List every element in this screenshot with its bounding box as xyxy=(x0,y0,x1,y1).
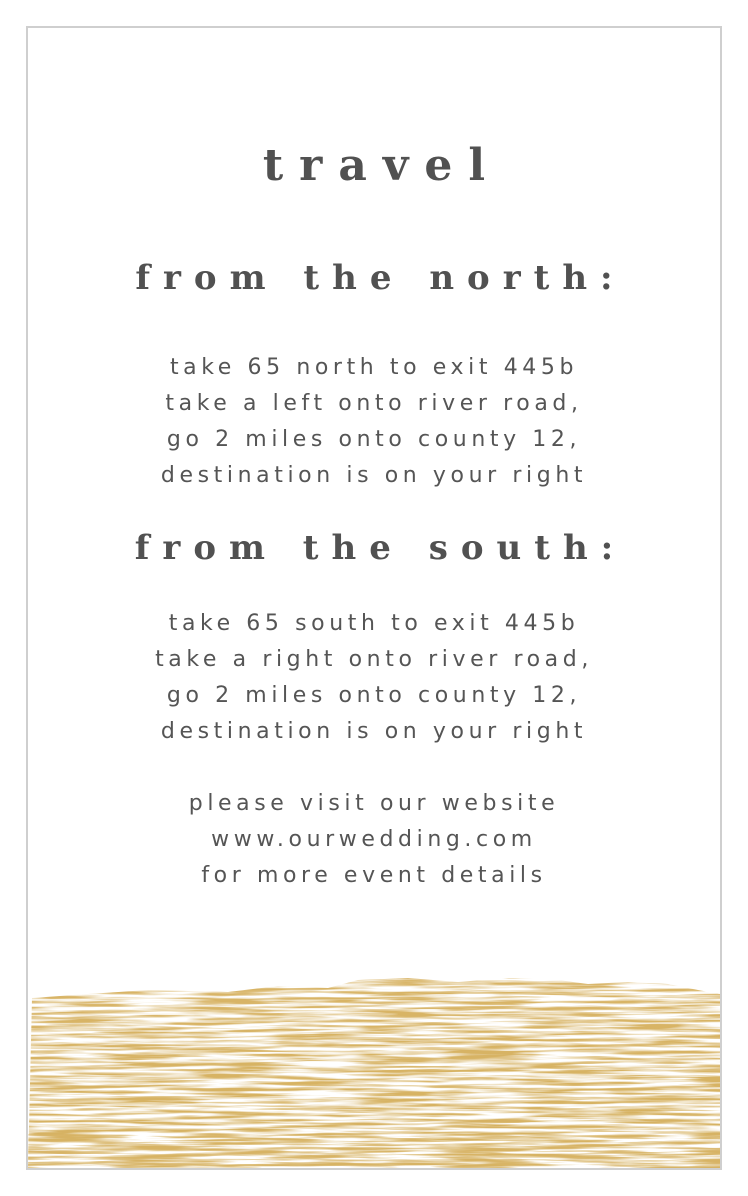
south-direction-line: destination is on your right xyxy=(160,719,588,744)
website-note xyxy=(28,786,720,894)
south-direction-line: take 65 south to exit 445b xyxy=(168,611,580,636)
gold-brush-stroke-icon xyxy=(28,976,720,1170)
south-direction-line: go 2 miles onto county 12, xyxy=(166,683,582,708)
south-directions xyxy=(28,606,720,750)
south-direction-line: take a right onto river road, xyxy=(155,647,593,672)
south-heading: from the south: xyxy=(134,528,627,568)
north-heading: from the north: xyxy=(135,258,626,298)
website-line: for more event details xyxy=(201,863,547,888)
website-url: www.ourwedding.com xyxy=(211,827,537,852)
travel-card xyxy=(26,26,722,1170)
north-direction-line: take a left onto river road, xyxy=(165,391,583,416)
north-directions xyxy=(28,350,720,494)
website-line: please visit our website xyxy=(188,791,560,816)
north-direction-line: destination is on your right xyxy=(160,463,588,488)
north-direction-line: go 2 miles onto county 12, xyxy=(166,427,582,452)
card-title: travel xyxy=(262,140,502,191)
north-direction-line: take 65 north to exit 445b xyxy=(169,355,579,380)
